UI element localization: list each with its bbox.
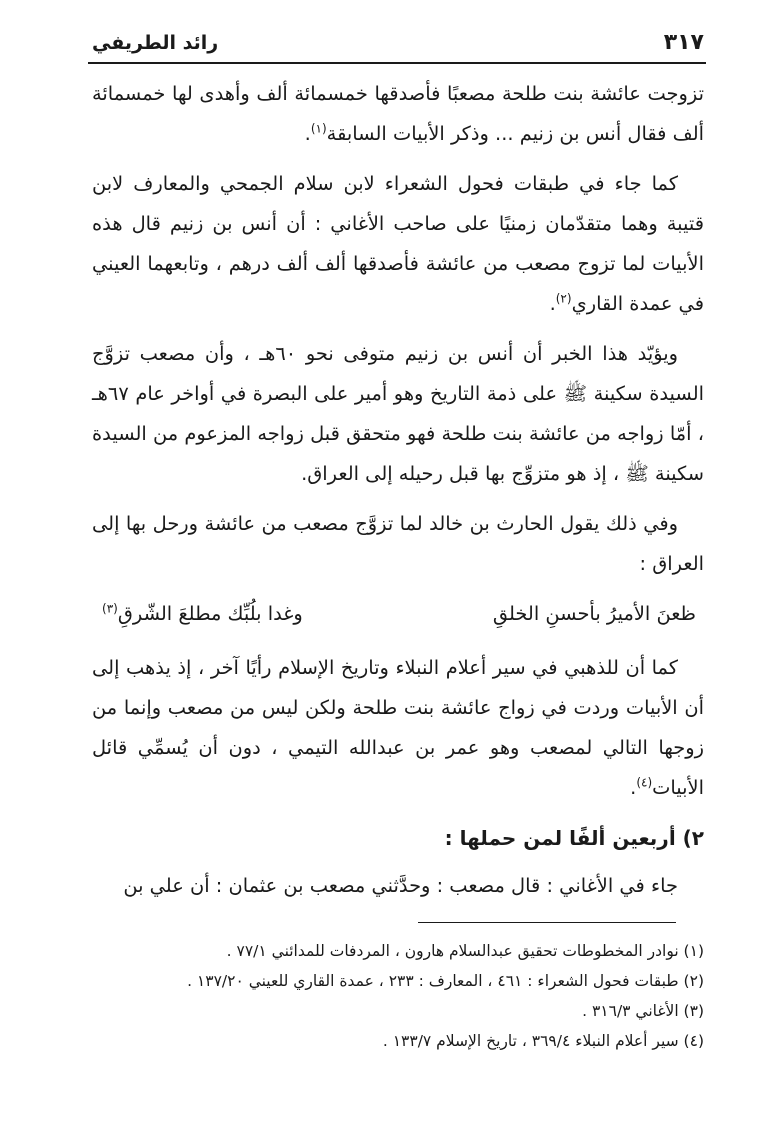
paragraph-5-end: .	[630, 776, 637, 799]
footnote-ref-1: (١)	[310, 121, 327, 136]
footnote-4: (٤) سير أعلام النبلاء ٣٦٩/٤ ، تاريخ الإسلام ١٣٣/٧ .	[382, 1032, 704, 1050]
footnote-2: (٢) طبقات فحول الشعراء : ٤٦١ ، المعارف : ٢٣٣ ، عمدة القاري للعيني ١٣٧/٢٠ .	[187, 972, 704, 990]
paragraph-1	[92, 74, 704, 154]
verse-first-hemistich: ظعنَ الأميرُ بأحسنِ الخلقِ	[492, 602, 696, 625]
section-heading: ٢) أربعين ألفًا لمن حملها :	[444, 826, 704, 850]
paragraph-6: جاء في الأغاني : قال مصعب : وحدَّثني مصعب بن عثمان : أن علي بن	[123, 874, 678, 897]
header-divider	[88, 62, 706, 64]
paragraph-4: وفي ذلك يقول الحارث بن خالد لما تزوَّج مصعب من عائشة ورحل بها إلى العراق :	[92, 512, 704, 575]
main-text	[92, 74, 704, 916]
poetry-verse	[92, 594, 704, 634]
paragraph-2-end: .	[549, 292, 556, 315]
running-head: رائد الطريفي	[92, 32, 219, 54]
paragraph-2-text: كما جاء في طبقات فحول الشعراء لابن سلام الجمحي والمعارف لابن قتيبة وهما متقدّمان زمنيًا على صاحب الأغاني : أن أنس بن زنيم قال هذه الأبيات لما تزوج مصعب من عائشة فأصدقها ألف ألف درهم ، وتابعهما العيني في عمدة القاري	[92, 172, 704, 315]
footnote-3: (٣) الأغاني ٣١٦/٣ .	[582, 1002, 704, 1020]
footnote-divider	[418, 922, 676, 923]
verse-second-hemistich-wrap	[102, 594, 303, 634]
paragraph-3: ويؤيّد هذا الخبر أن أنس بن زنيم متوفى نحو ٦٠هـ ، وأن مصعب تزوَّج السيدة سكينة ﷺ على ذمة التاريخ وهو أمير على البصرة في أواخر عام ٦٧هـ ، أمّا زواجه من عائشة بنت طلحة فهو متحقق قبل زواجه المزعوم من السيدة سكينة ﷺ ، إذ هو متزوِّج بها قبل رحيله إلى العراق.	[92, 342, 704, 485]
footnote-ref-4: (٤)	[636, 775, 653, 790]
paragraph-1-end: .	[304, 122, 311, 145]
footnote-1: (١) نوادر المخطوطات تحقيق عبدالسلام هارون ، المردفات للمدائني ٧٧/١ .	[226, 942, 704, 960]
page-number: ٣١٧	[663, 30, 704, 55]
paragraph-1-text: تزوجت عائشة بنت طلحة مصعبًا فأصدقها خمسمائة ألف وأهدى لها خمسمائة ألف فقال أنس بن زنيم ... وذكر الأبيات السابقة	[92, 82, 704, 145]
footnote-ref-2: (٢)	[555, 291, 572, 306]
footnote-ref-3: (٣)	[102, 601, 118, 616]
verse-second-hemistich: وغدا بلُبِّك مطلعَ الشّرقِ	[117, 602, 303, 625]
paragraph-2	[92, 164, 704, 324]
footnotes	[92, 936, 704, 1056]
paragraph-5	[92, 648, 704, 808]
paragraph-5-text: كما أن للذهبي في سير أعلام النبلاء وتاريخ الإسلام رأيًا آخر ، إذ يذهب إلى أن الأبيات وردت في زواج عائشة بنت طلحة ولكن ليس من مصعب وإنما من زوجها التالي لمصعب وهو عمر بن عبدالله التيمي ، دون أن يُسمِّي قائل الأبيات	[92, 656, 704, 799]
page-header	[92, 26, 704, 62]
